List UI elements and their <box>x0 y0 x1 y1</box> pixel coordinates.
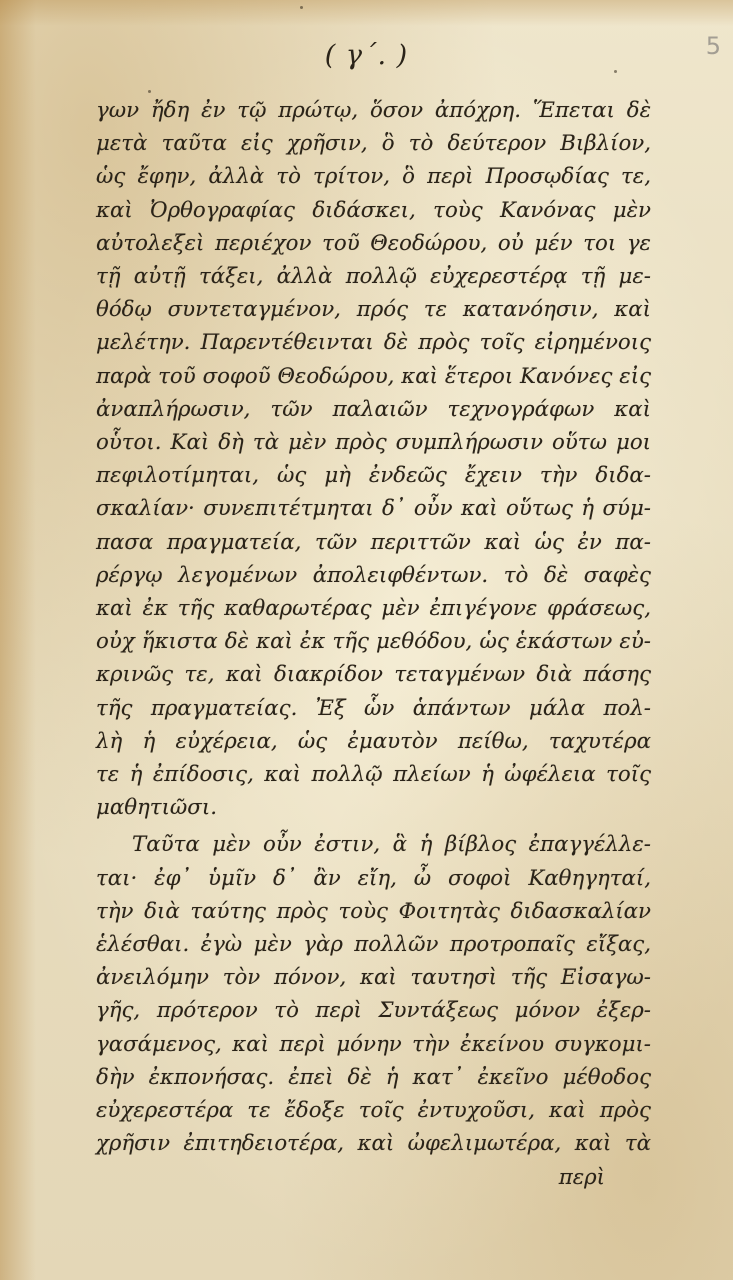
text-line: κρινῶς τε, καὶ διακρίδον τεταγμένων διὰ πάσης <box>96 662 651 688</box>
text-line: λὴ ἡ εὐχέρεια, ὡς ἐμαυτὸν πείθω, ταχυτέρα <box>96 728 651 754</box>
text-line: τε ἡ ἐπίδοσις, καὶ πολλῷ πλείων ἡ ὠφέλεια τοῖς <box>96 762 651 788</box>
text-line: μαθητιῶσι. <box>96 795 217 821</box>
text-line: ἑλέσθαι. ἐγὼ μὲν γὰρ πολλῶν προτροπαῖς εἴξας, <box>96 932 651 958</box>
text-line: πεφιλοτίμηται, ὡς μὴ ἐνδεῶς ἔχειν τὴν διδα- <box>96 463 651 489</box>
text-line: μετὰ ταῦτα εἰς χρῆσιν, ὃ τὸ δεύτερον Βιβλίον, <box>96 131 651 157</box>
body-text <box>96 94 651 1194</box>
text-line: οὐχ ἥκιστα δὲ καὶ ἐκ τῆς μεθόδου, ὡς ἑκάστων εὐ- <box>96 629 651 655</box>
text-line: ὡς ἔφην, ἀλλὰ τὸ τρίτον, ὃ περὶ Προσῳδίας τε, <box>96 164 651 190</box>
text-line: καὶ ἐκ τῆς καθαρωτέρας μὲν ἐπιγέγονε φράσεως, <box>96 596 651 622</box>
page-number-header: ( γ΄. ) <box>324 40 409 71</box>
text-line: παρὰ τοῦ σοφοῦ Θεοδώρου, καὶ ἕτεροι Κανόνες εἰς <box>96 363 651 389</box>
text-line: σκαλίαν· συνεπιτέτμηται δ᾽ οὖν καὶ οὕτως ἡ σύμ- <box>96 496 651 522</box>
text-line: τῇ αὐτῇ τάξει, ἀλλὰ πολλῷ εὐχερεστέρᾳ τῇ με- <box>96 264 651 290</box>
text-line: μελέτην. Παρεντέθεινται δὲ πρὸς τοῖς εἰρημένοις <box>96 330 651 356</box>
text-line: οὗτοι. Καὶ δὴ τὰ μὲν πρὸς συμπλήρωσιν οὕτω μοι <box>96 430 651 456</box>
text-line: τῆς πραγματείας. Ἐξ ὧν ἁπάντων μάλα πολ- <box>96 695 651 721</box>
text-line: καὶ Ὀρθογραφίας διδάσκει, τοὺς Κανόνας μὲν <box>96 197 651 223</box>
text-line: Ταῦτα μὲν οὖν ἐστιν, ἃ ἡ βίβλος ἐπαγγέλλε- <box>132 832 651 858</box>
ink-spot <box>148 90 151 93</box>
text-line: εὐχερεστέρα τε ἔδοξε τοῖς ἐντυχοῦσι, καὶ πρὸς <box>96 1098 651 1124</box>
text-line: ἀναπλήρωσιν, τῶν παλαιῶν τεχνογράφων καὶ <box>96 396 651 422</box>
text-line: δὴν ἐκπονήσας. ἐπεὶ δὲ ἡ κατ᾽ ἐκεῖνο μέθοδος <box>96 1064 651 1090</box>
text-line: γῆς, πρότερον τὸ περὶ Συντάξεως μόνον ἐξερ- <box>96 998 651 1024</box>
text-line: γων ἤδη ἐν τῷ πρώτῳ, ὅσον ἀπόχρη. Ἕπεται δὲ <box>96 98 651 123</box>
text-line: ρέργῳ λεγομένων ἀπολειφθέντων. τὸ δὲ σαφὲς <box>96 562 651 588</box>
text-line: ἀνειλόμην τὸν πόνον, καὶ ταυτησὶ τῆς Εἰσαγω- <box>96 965 651 991</box>
catchword: περὶ <box>558 1164 605 1190</box>
page-edge-stain <box>0 0 36 1280</box>
text-line: χρῆσιν ἐπιτηδειοτέρα, καὶ ὠφελιμωτέρα, καὶ τὰ <box>96 1131 651 1157</box>
text-line: θόδῳ συντεταγμένον, πρός τε κατανόησιν, καὶ <box>96 297 651 323</box>
page-top-stain <box>0 0 733 26</box>
ink-spot <box>300 6 303 9</box>
text-line: πασα πραγματεία, τῶν περιττῶν καὶ ὡς ἐν πα- <box>96 529 651 555</box>
text-line: τὴν διὰ ταύτης πρὸς τοὺς Φοιτητὰς διδασκαλίαν <box>96 898 651 924</box>
text-line: αὐτολεξεὶ περιέχον τοῦ Θεοδώρου, οὐ μέν τοι γε <box>96 230 651 256</box>
text-line: γασάμενος, καὶ περὶ μόνην τὴν ἐκείνου συγκομι- <box>96 1031 651 1057</box>
margin-handwritten-mark: 5 <box>705 32 721 60</box>
text-line: ται· ἐφ᾽ ὑμῖν δ᾽ ἂν εἴη, ὦ σοφοὶ Καθηγηταί, <box>96 865 651 891</box>
